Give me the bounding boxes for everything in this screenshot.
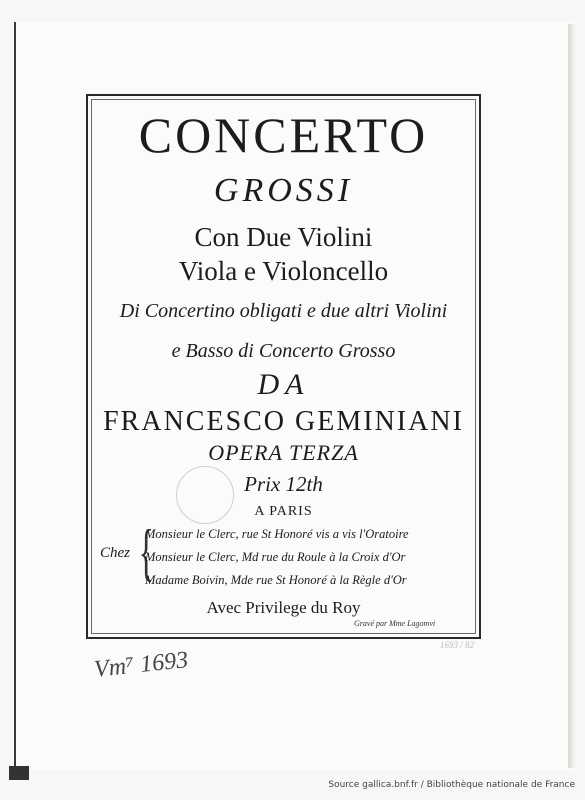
composer-name: FRANCESCO GEMINIANI [103,406,464,437]
title-instruments-2: Viola e Violoncello [178,256,389,286]
page-edge [568,24,574,768]
title-grossi: GROSSI [213,172,354,209]
title-concerto: CONCERTO [138,107,429,163]
source-footer: Source gallica.bnf.fr / Bibliothèque nationale de France [328,780,575,790]
imprint-chez: Chez [100,545,130,561]
title-instruments-1: Con Due Violini [194,222,373,252]
opus-number: OPERA TERZA [208,440,359,465]
privilege-line: Avec Privilege du Roy [206,598,361,617]
title-da: DA [257,368,310,401]
title-basso: e Basso di Concerto Grosso [171,340,396,362]
title-concertino: Di Concertino obligati e due altri Violini [119,300,448,322]
brace-glyph: { [138,516,155,587]
pencil-note: 1693 / 82 [440,640,475,650]
binding-tab [9,766,29,780]
engraver-credit: Gravé par Mme Lagomvi [354,619,436,628]
publisher-2: Monsieur le Clerc, Md rue du Roule à la Croix d'Or [145,550,406,564]
price: Prix 12th [244,472,323,496]
imprint-city: A PARIS [254,504,313,519]
shelfmark: Vm⁷ 1693 [92,647,190,683]
publisher-3: Madame Boivin, Mde rue St Honoré à la Règle d'Or [145,573,407,587]
publisher-1: Monsieur le Clerc, rue St Honoré vis a vis l'Oratoire [145,527,409,541]
